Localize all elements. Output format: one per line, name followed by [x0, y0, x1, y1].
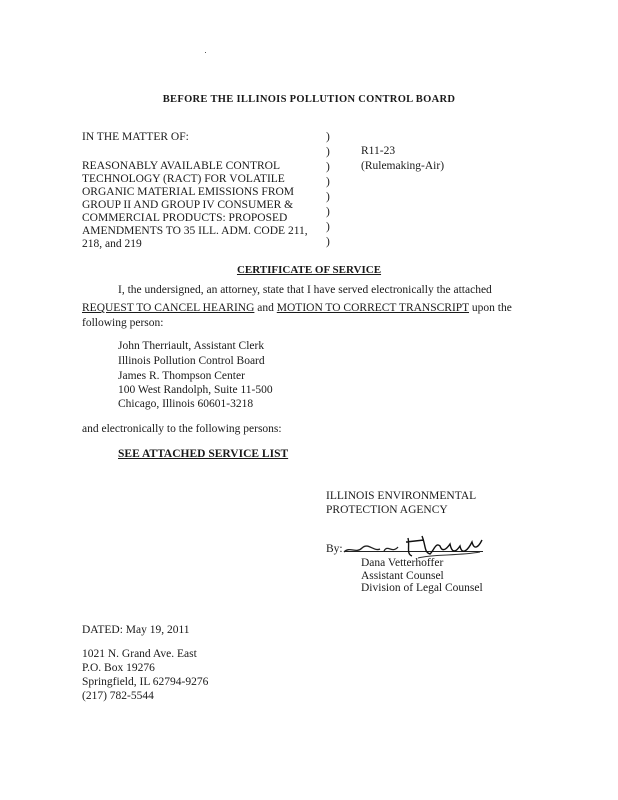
caption-parens — [326, 131, 330, 251]
scan-speck — [205, 52, 206, 53]
matter-line: COMMERCIAL PRODUCTS: PROPOSED — [82, 212, 288, 224]
matter-line: REASONABLY AVAILABLE CONTROL — [82, 160, 280, 172]
signer-title: Assistant Counsel — [361, 570, 444, 582]
matter-label: IN THE MATTER OF: — [82, 131, 189, 143]
address-line: 1021 N. Grand Ave. East — [82, 648, 197, 660]
paren: ) — [326, 131, 330, 143]
matter-title — [82, 160, 308, 251]
motion-doc: MOTION TO CORRECT TRANSCRIPT — [276, 302, 470, 314]
matter-line: GROUP II AND GROUP IV CONSUMER & — [82, 199, 294, 211]
address-line: (217) 782-5544 — [82, 690, 154, 702]
docket-number: R11-23 — [361, 145, 396, 157]
request-doc: REQUEST TO CANCEL HEARING — [82, 302, 255, 314]
certificate-title: CERTIFICATE OF SERVICE — [236, 264, 382, 276]
statement-upon: upon the — [469, 302, 512, 314]
statement-and: and — [254, 302, 277, 314]
paren: ) — [326, 206, 330, 218]
agency-line: ILLINOIS ENVIRONMENTAL — [326, 490, 477, 502]
statement-intro: I, the undersigned, an attorney, state that I have served electronically the attached — [118, 284, 492, 296]
paren: ) — [326, 161, 330, 173]
statement-line-2 — [82, 302, 512, 315]
paren: ) — [326, 191, 330, 203]
signer-division: Division of Legal Counsel — [361, 582, 483, 594]
paren: ) — [326, 176, 330, 188]
matter-line: 218, and 219 — [82, 238, 142, 250]
service-list-reference: SEE ATTACHED SERVICE LIST — [118, 448, 289, 460]
matter-line: AMENDMENTS TO 35 ILL. ADM. CODE 211, — [82, 225, 308, 237]
recipient-line: James R. Thompson Center — [118, 370, 245, 382]
paren: ) — [326, 221, 330, 233]
recipient-line: Chicago, Illinois 60601-3218 — [118, 398, 254, 410]
also-served: and electronically to the following persons: — [82, 423, 282, 435]
address-line: Springfield, IL 62794-9276 — [82, 676, 209, 688]
recipient-line: John Therriault, Assistant Clerk — [118, 340, 265, 352]
board-heading: BEFORE THE ILLINOIS POLLUTION CONTROL BOARD — [162, 94, 456, 105]
paren: ) — [326, 236, 330, 248]
dated-line: DATED: May 19, 2011 — [82, 624, 190, 636]
docket-type: (Rulemaking-Air) — [361, 160, 445, 172]
statement-tail: following person: — [82, 317, 164, 329]
matter-line: TECHNOLOGY (RACT) FOR VOLATILE — [82, 173, 285, 185]
paren: ) — [326, 146, 330, 158]
agency-line: PROTECTION AGENCY — [326, 504, 448, 516]
recipient-line: Illinois Pollution Control Board — [118, 355, 265, 367]
address-line: P.O. Box 19276 — [82, 662, 155, 674]
matter-line: ORGANIC MATERIAL EMISSIONS FROM — [82, 186, 295, 198]
signer-name: Dana Vetterhoffer — [361, 557, 444, 569]
recipient-line: 100 West Randolph, Suite 11-500 — [118, 384, 273, 396]
by-label: By: — [326, 543, 343, 555]
